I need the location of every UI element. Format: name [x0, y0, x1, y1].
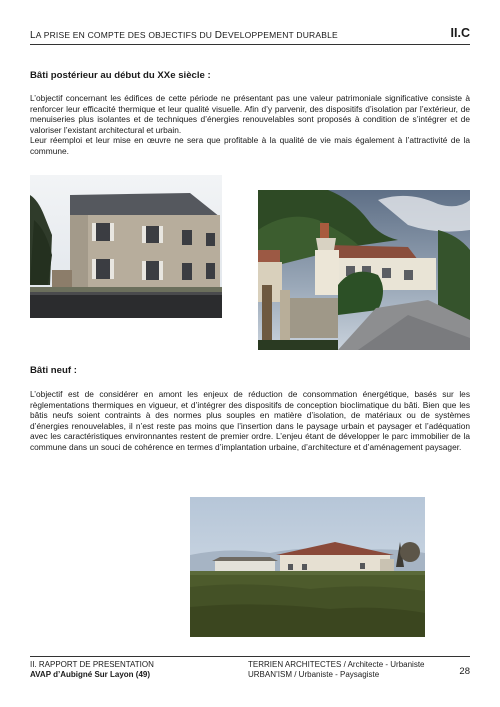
- footer-avap-name: AVAP d’Aubigné Sur Layon (49): [30, 669, 151, 679]
- paragraph-bati-posterieur: L’objectif concernant les édifices de cette période ne présentant pas une valeur patrimoniale significative consiste à renforcer leur efficacité thermique et leur qualité visuelle. Afin d’y parvenir, des dispositifs d’isolation par l’extérieur, de menuiseries plus isolantes et de techniques d’énergies renouvelables sont proposés à condition de s’intégrer et de valoriser l’existant architectural et urbain. Leur réemploi et leur mise en œuvre ne sera que profitable à la qualité de vie mais également à l’attractivité de la commune.: [30, 93, 470, 156]
- paragraph-bati-neuf: L’objectif est de considérer en amont les enjeux de réduction de consommation énergétique, basés sur les règlementations thermiques en vigueur, et d’intégrer des dispositifs de conception bioclimatique du bâti. Bien que les bâtis neufs soient contraints à des normes plus souples en matière d’isolation, de matériaux ou de systèmes d’énergies renouvelables, il n’est reste pas moins que l’insertion dans le paysage urbain et paysager et l’adéquation avec les caractéristiques environnantes restent de premier ordre. L’enjeu étant de développer le parc immobilier de la commune dans un souci de cohérence en termes d’implantation urbaine, d’architecture et d’aménagement paysager.: [30, 389, 470, 452]
- photo-old-house: [30, 175, 222, 318]
- photo-new-houses: [190, 497, 425, 637]
- heading-bati-posterieur: Bâti postérieur au début du XXe siècle :: [30, 70, 211, 81]
- footer-rule: [30, 656, 470, 657]
- heading-bati-neuf: Bâti neuf :: [30, 365, 77, 376]
- header-title: LA PRISE EN COMPTE DES OBJECTIFS DU DEVELOPPEMENT DURABLE: [30, 30, 338, 41]
- footer-document-info: [30, 660, 154, 679]
- page-header: [30, 26, 470, 45]
- section-number: II.C: [450, 26, 470, 40]
- page-number: 28: [459, 666, 470, 677]
- footer-authors: TERRIEN ARCHITECTES / Architecte - Urbaniste URBAN’ISM / Urbaniste - Paysagiste: [248, 660, 425, 679]
- footer-report-title: II. RAPPORT DE PRESENTATION: [30, 660, 154, 669]
- photo-village-street: [258, 190, 470, 350]
